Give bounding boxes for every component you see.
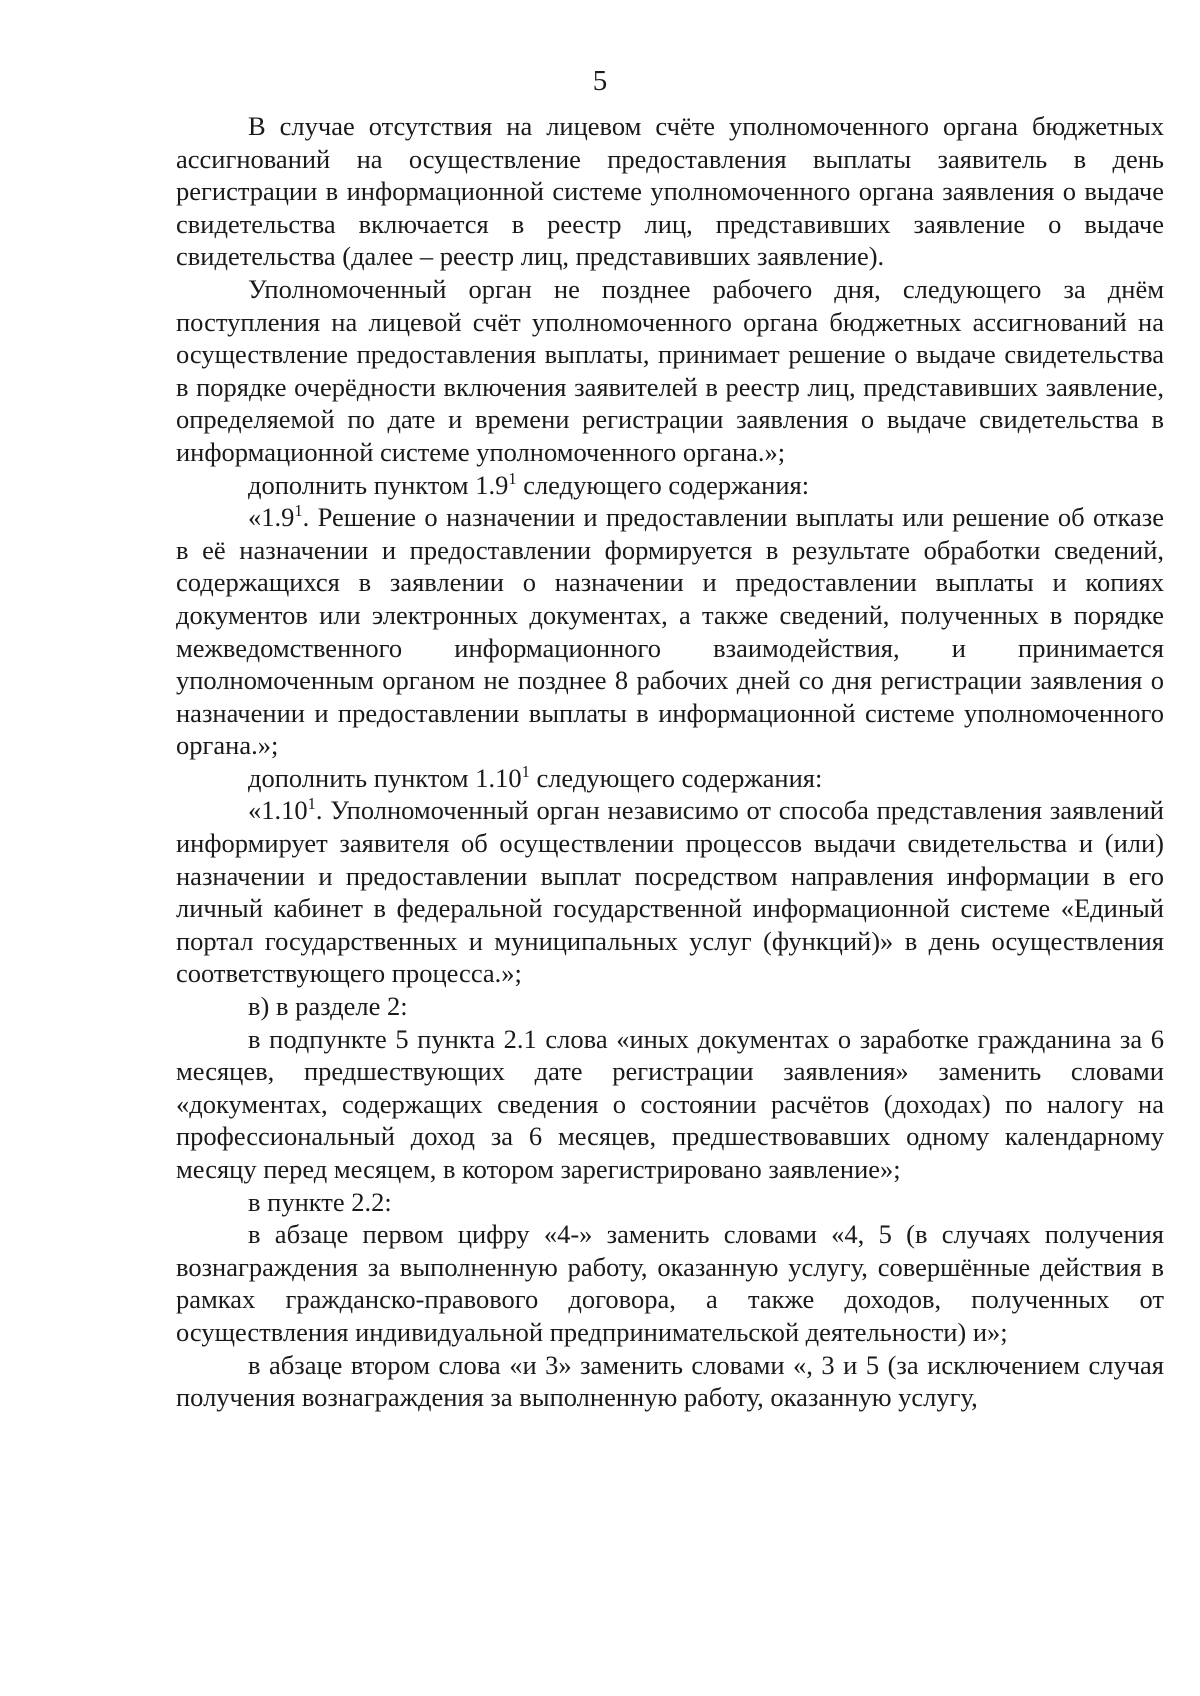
text-segment: в пункте 2.2: [248,1186,392,1217]
text-segment: . Уполномоченный орган независимо от способа представления заявлений информирует заявителя об осуществлении процессов выдачи свидетельства и (или) назначении и предоставлении выплат посредством направления информации в его личный кабинет в федеральной государственной информационной системе «Единый портал государственных и муниципальных услуг (функций)» в день осуществления соответствующего процесса.»; [176,795,1164,989]
superscript: 1 [294,501,303,521]
paragraph [176,1023,1164,1186]
text-segment: . Решение о назначении и предоставлении выплаты или решение об отказе в её назначении и предоставлении формируется в результате обработки сведений, содержащихся в заявлении о назначении и предоставлении выплаты и копиях документов или электронных документах, а также сведений, полученных в порядке межведомственного информационного взаимодействия, и принимается уполномоченным органом не позднее 8 рабочих дней со дня регистрации заявления о назначении и предоставлении выплаты в информационной системе уполномоченного органа.»; [176,502,1164,761]
text-segment: дополнить пунктом 1.9 [248,469,509,500]
text-segment: дополнить пунктом 1.10 [248,762,522,793]
superscript: 1 [508,468,517,488]
paragraph [176,990,1164,1023]
text-segment: в абзаце втором слова «и 3» заменить словами «, 3 и 5 (за исключением случая получения вознаграждения за выполненную работу, оказанную услугу, [176,1349,1164,1413]
paragraph [176,1218,1164,1348]
paragraph [176,762,1164,795]
text-segment: в) в разделе 2: [248,991,408,1022]
paragraph [176,1349,1164,1414]
text-segment: «1.9 [248,502,295,533]
text-segment: следующего содержания: [516,469,810,500]
paragraph [176,1186,1164,1219]
text-segment: Уполномоченный орган не позднее рабочего дня, следующего за днём поступления на лицевой счёт уполномоченного органа бюджетных ассигнований на осуществление предоставления выплаты, принимает решение о выдаче свидетельства в порядке очерёдности включения заявителей в реестр лиц, представивших заявление, определяемой по дате и времени регистрации заявления о выдаче свидетельства в информационной системе уполномоченного органа.»; [176,273,1164,467]
text-segment: следующего содержания: [529,762,823,793]
superscript: 1 [521,762,530,782]
paragraph [176,469,1164,502]
superscript: 1 [307,794,316,814]
paragraph [176,794,1164,990]
text-segment: в абзаце первом цифру «4-» заменить словами «4, 5 (в случаях получения вознаграждения за выполненную работу, оказанную услугу, совершённые действия в рамках гражданско-правового договора, а также доходов, полученных от осуществления индивидуальной предпринимательской деятельности) и»; [176,1219,1164,1347]
page-number: 5 [592,65,608,97]
paragraph [176,501,1164,762]
text-segment: в подпункте 5 пункта 2.1 слова «иных документах о заработке гражданина за 6 месяцев, предшествующих дате регистрации заявления» заменить словами «документах, содержащих сведения о состоянии расчётов (доходах) по налогу на профессиональный доход за 6 месяцев, предшествовавших одному календарному месяцу перед месяцем, в котором зарегистрировано заявление»; [176,1023,1164,1184]
document-body [176,110,1164,1414]
text-segment: «1.10 [248,795,308,826]
paragraph [176,273,1164,469]
paragraph [176,110,1164,273]
text-segment: В случае отсутствия на лицевом счёте уполномоченного органа бюджетных ассигнований на осуществление предоставления выплаты заявитель в день регистрации в информационной системе уполномоченного органа заявления о выдаче свидетельства включается в реестр лиц, представивших заявление о выдаче свидетельства (далее – реестр лиц, представивших заявление). [176,111,1164,272]
